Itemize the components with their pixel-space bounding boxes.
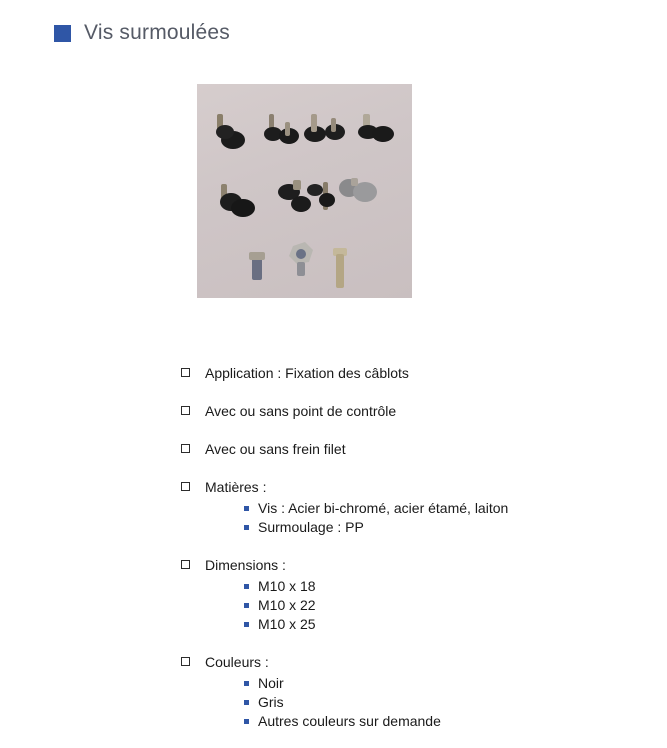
checkbox-bullet-icon <box>181 560 190 569</box>
list-item <box>181 440 641 459</box>
checkbox-bullet-icon <box>181 657 190 666</box>
page-title: Vis surmoulées <box>84 21 230 44</box>
screws-photo <box>197 84 412 298</box>
sub-list-item: Vis : Acier bi-chromé, acier étamé, laiton <box>244 499 641 518</box>
screw-2 <box>264 114 299 144</box>
list-item <box>181 653 641 731</box>
square-bullet-icon <box>244 700 249 705</box>
list-item-label: Dimensions : <box>205 557 286 573</box>
list-item <box>181 364 641 383</box>
checkbox-bullet-icon <box>181 482 190 491</box>
sub-list-item: Gris <box>244 693 641 712</box>
sub-list-item: Autres couleurs sur demande <box>244 712 641 731</box>
square-bullet-icon <box>244 681 249 686</box>
screw-7 <box>319 182 335 210</box>
page-header <box>54 20 230 46</box>
sub-list-item: M10 x 25 <box>244 615 641 634</box>
screw-9 <box>249 252 265 280</box>
sub-list-item: Surmoulage : PP <box>244 518 641 537</box>
checkbox-bullet-icon <box>181 368 190 377</box>
square-bullet-icon <box>244 622 249 627</box>
checkbox-bullet-icon <box>181 406 190 415</box>
list-item <box>181 556 641 634</box>
list-item <box>181 402 641 421</box>
square-bullet-icon <box>244 719 249 724</box>
screw-6 <box>278 180 323 212</box>
list-item-label: Application : Fixation des câblots <box>205 365 409 381</box>
list-item-label: Avec ou sans frein filet <box>205 441 346 457</box>
sub-list <box>244 499 641 537</box>
square-bullet-icon <box>244 525 249 530</box>
checkbox-bullet-icon <box>181 444 190 453</box>
screw-5 <box>220 184 255 217</box>
square-bullet-icon <box>244 506 249 511</box>
title-square-icon <box>54 25 71 42</box>
sub-list <box>244 674 641 731</box>
list-item-label: Avec ou sans point de contrôle <box>205 403 397 419</box>
list-item-label: Matières : <box>205 479 267 495</box>
screw-8 <box>339 178 377 202</box>
screw-1 <box>216 114 245 149</box>
screw-10 <box>289 242 313 276</box>
screw-11 <box>333 248 347 288</box>
list-item <box>181 478 641 537</box>
feature-list <box>181 364 641 731</box>
screw-4 <box>358 114 394 142</box>
sub-list-item: M10 x 22 <box>244 596 641 615</box>
sub-list-item: Noir <box>244 674 641 693</box>
sub-list-item: M10 x 18 <box>244 577 641 596</box>
square-bullet-icon <box>244 584 249 589</box>
square-bullet-icon <box>244 603 249 608</box>
sub-list <box>244 577 641 634</box>
list-item-label: Couleurs : <box>205 654 269 670</box>
screw-3 <box>304 114 345 142</box>
screws-photo-icon <box>197 84 412 298</box>
